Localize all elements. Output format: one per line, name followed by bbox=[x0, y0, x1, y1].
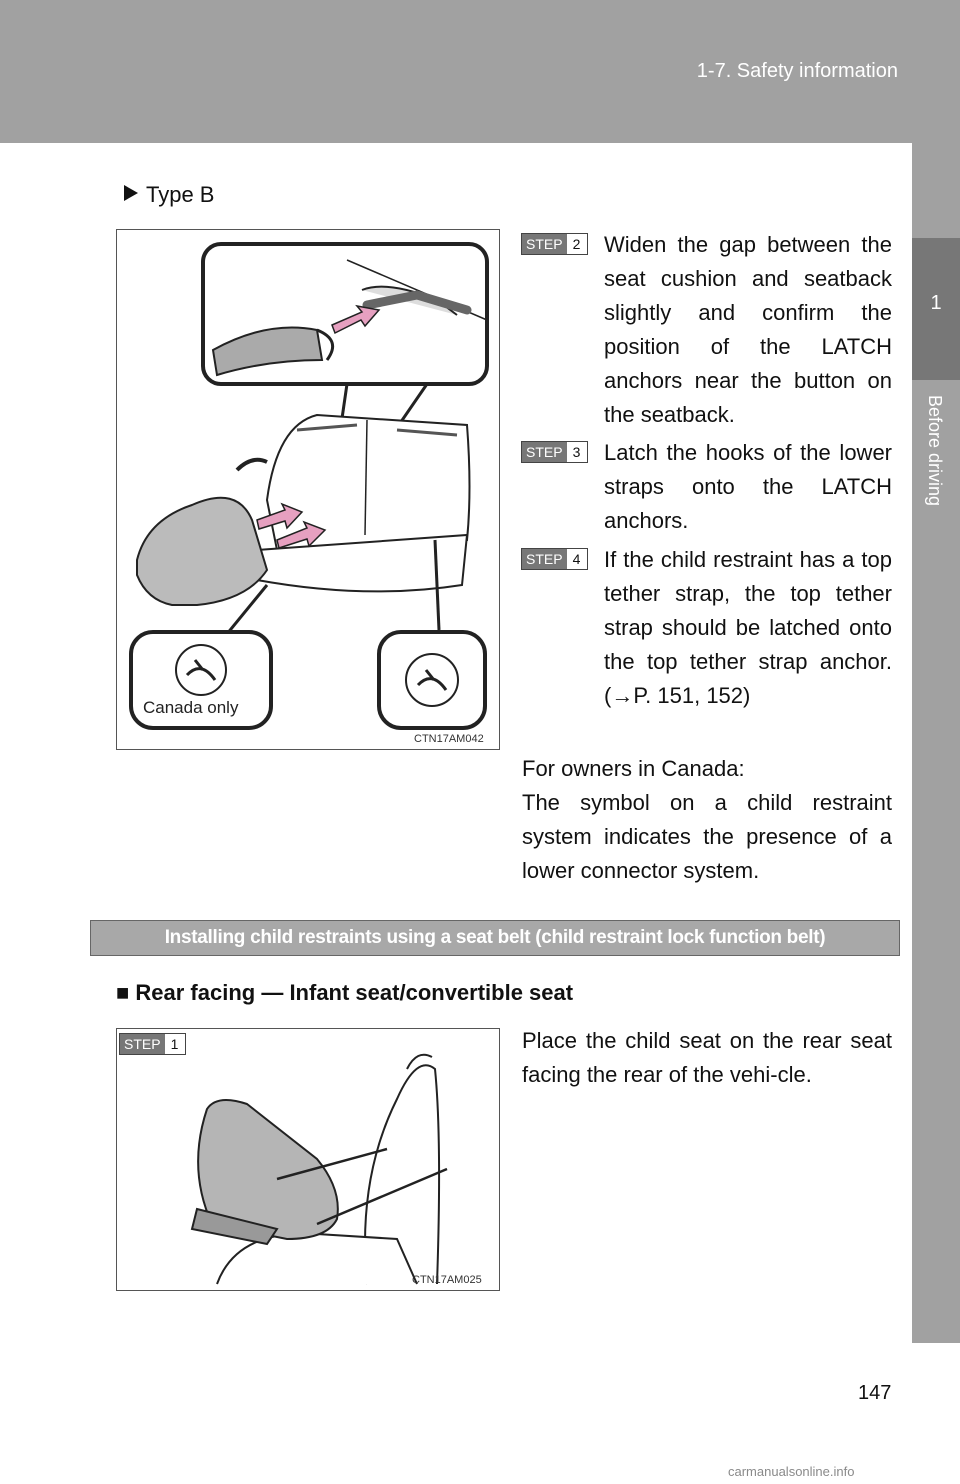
page-header bbox=[0, 0, 960, 143]
step-2-text: Widen the gap between the seat cushion and seatback slightly and confirm the position of the LATCH anchors near the button on the seatback. bbox=[604, 232, 892, 427]
rear-facing-figure bbox=[116, 1028, 500, 1291]
seatback bbox=[267, 415, 470, 550]
figure1-code: CTN17AM042 bbox=[414, 733, 484, 745]
header-title: 1-7. Safety information bbox=[696, 60, 898, 82]
canada-only-caption: Canada only bbox=[143, 698, 239, 717]
watermark: carmanualsonline.info bbox=[728, 1464, 855, 1479]
owners-note-title: For owners in Canada: bbox=[522, 756, 745, 781]
type-heading bbox=[124, 182, 214, 208]
step-4-text: If the child restraint has a top tether strap, the top tether strap should be latched onto the top tether strap anchor. (→P. 151, 152) bbox=[604, 547, 892, 708]
side-tab-number: 1 bbox=[930, 292, 942, 314]
triangle-bullet-icon bbox=[124, 185, 138, 201]
step-1-text: Place the child seat on the rear seat facing the rear of the vehi-cle. bbox=[522, 1028, 892, 1087]
section-title-bar bbox=[90, 920, 900, 956]
type-heading-text: Type B bbox=[146, 182, 215, 207]
step-badge-2: STEP 2 bbox=[521, 233, 588, 255]
page-number: 147 bbox=[858, 1382, 892, 1404]
owners-note-body: The symbol on a child restraint system indicates the presence of a lower connector system. bbox=[522, 790, 892, 883]
section-title: Installing child restraints using a seat belt (child restraint lock function belt) bbox=[164, 927, 826, 948]
side-tab-label: Before driving bbox=[925, 395, 945, 507]
step-badge-3: STEP 3 bbox=[521, 441, 588, 463]
latch-illustration bbox=[117, 230, 499, 749]
figure2-code: CTN17AM025 bbox=[412, 1274, 482, 1286]
figure2-step-badge: STEP 1 bbox=[119, 1033, 186, 1055]
latch-anchor-figure bbox=[116, 229, 500, 750]
tether-strap bbox=[237, 460, 267, 470]
step-3-text: Latch the hooks of the lower straps onto the LATCH anchors. bbox=[604, 440, 892, 533]
vehicle-cushion bbox=[217, 1234, 417, 1284]
subheading: ■ Rear facing — Infant seat/convertible seat bbox=[116, 980, 574, 1005]
child-seat bbox=[137, 498, 267, 605]
step-badge-4: STEP 4 bbox=[521, 548, 588, 570]
rear-facing-illustration bbox=[117, 1029, 499, 1290]
